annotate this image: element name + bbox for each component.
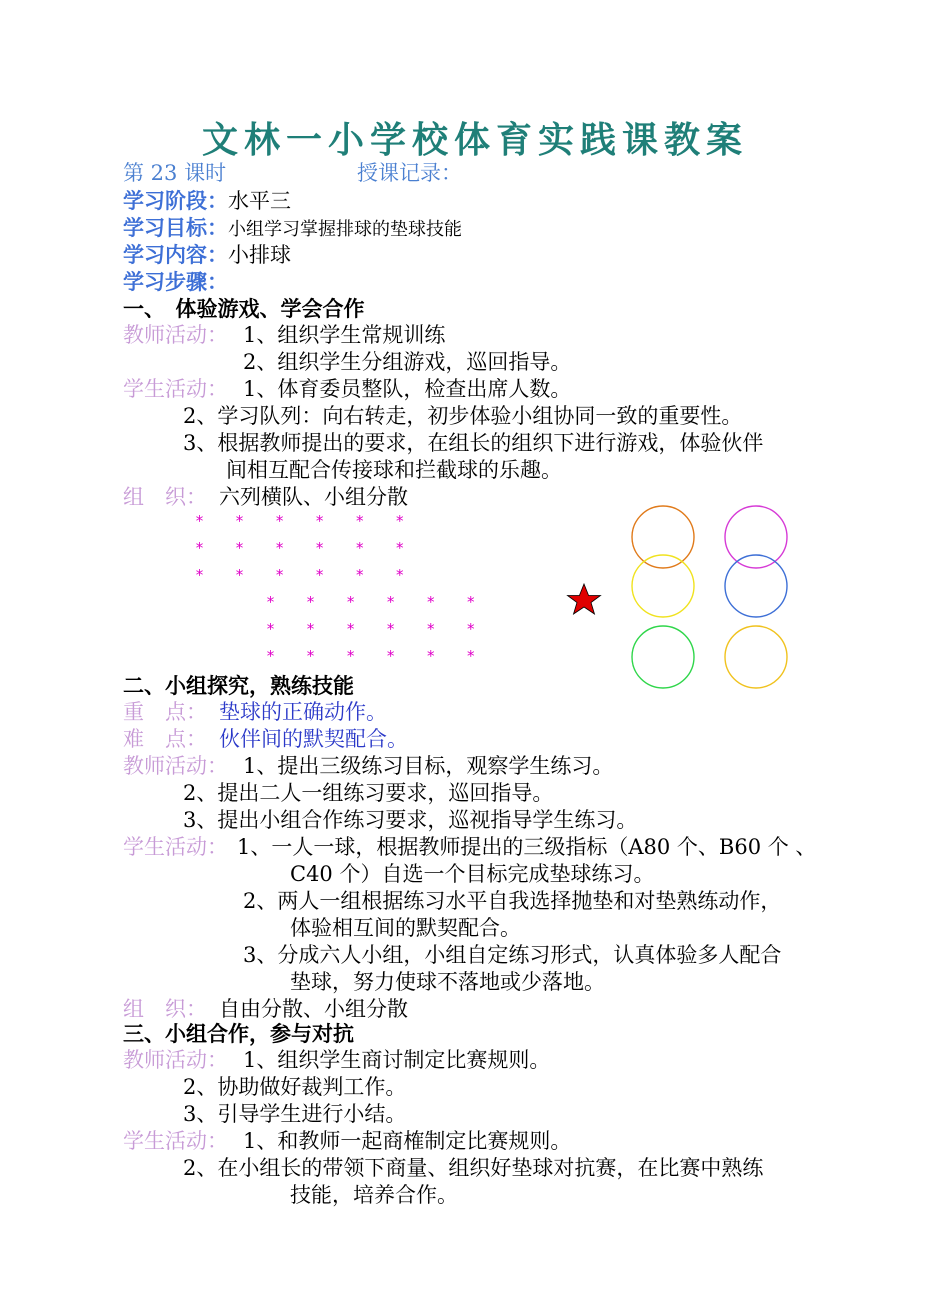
formation-row: * * * * * * xyxy=(195,566,416,584)
group-circle xyxy=(632,555,694,617)
sec1-student-label: 学生活动： xyxy=(123,377,228,401)
sec3-student-item: 技能，培养合作。 xyxy=(290,1183,458,1207)
sec3-student-label: 学生活动： xyxy=(123,1129,228,1153)
sec1-org-label: 组 织： xyxy=(123,485,207,509)
sec1-teacher-item: 1、组织学生常规训练 xyxy=(243,323,446,347)
sec2-student-label: 学生活动： xyxy=(123,835,228,859)
sec1-teacher-label: 教师活动： xyxy=(123,323,228,347)
goal-row xyxy=(123,214,462,243)
sec2-diff-label: 难 点： xyxy=(123,727,207,751)
group-diagram xyxy=(560,500,800,700)
section-1-heading: 一、 体验游戏、学会合作 xyxy=(123,296,365,321)
sec3-student-item: 1、和教师一起商榷制定比赛规则。 xyxy=(243,1129,572,1153)
goal-value: 小组学习掌握排球的垫球技能 xyxy=(228,219,462,240)
sec1-org-value: 六列横队、小组分散 xyxy=(219,485,408,509)
formation-row: * * * * * * xyxy=(266,620,487,638)
stage-value: 水平三 xyxy=(228,189,291,213)
sec2-teacher-label: 教师活动： xyxy=(123,754,228,778)
formation-row: * * * * * * xyxy=(266,593,487,611)
sec2-key-value: 垫球的正确动作。 xyxy=(219,700,387,724)
formation-row: * * * * * * xyxy=(266,647,487,665)
sec2-diff-value: 伙伴间的默契配合。 xyxy=(219,727,408,751)
group-circle xyxy=(725,626,787,688)
lesson-number: 第 23 课时 xyxy=(123,161,227,185)
group-circle xyxy=(632,506,694,568)
goal-label: 学习目标： xyxy=(123,215,228,240)
section-3-heading: 三、小组合作，参与对抗 xyxy=(123,1021,354,1046)
content-value: 小排球 xyxy=(228,243,291,267)
sec3-teacher-label: 教师活动： xyxy=(123,1048,228,1072)
section-2-heading: 二、小组探究，熟练技能 xyxy=(123,673,354,698)
sec1-student-item: 2、学习队列：向右转走，初步体验小组协同一致的重要性。 xyxy=(183,404,743,428)
formation-row: * * * * * * xyxy=(195,512,416,530)
sec2-teacher-item: 3、提出小组合作练习要求，巡视指导学生练习。 xyxy=(183,808,638,832)
content-label: 学习内容： xyxy=(123,242,228,267)
sec1-student-item: 间相互配合传接球和拦截球的乐趣。 xyxy=(226,458,562,482)
formation-row: * * * * * * xyxy=(195,539,416,557)
sec2-student-item: 3、分成六人小组，小组自定练习形式，认真体验多人配合 xyxy=(243,943,782,967)
sec1-student-item: 1、体育委员整队，检查出席人数。 xyxy=(243,377,572,401)
group-circle xyxy=(725,506,787,568)
sec2-student-item: 体验相互间的默契配合。 xyxy=(290,916,521,940)
sec2-student-item: C40 个）自选一个目标完成垫球练习。 xyxy=(290,862,655,886)
sec2-org-value: 自由分散、小组分散 xyxy=(219,997,408,1021)
sec2-org-label: 组 织： xyxy=(123,997,207,1021)
sec1-student-item: 3、根据教师提出的要求，在组长的组织下进行游戏，体验伙伴 xyxy=(183,431,764,455)
sec3-student-item: 2、在小组长的带领下商量、组织好垫球对抗赛，在比赛中熟练 xyxy=(183,1156,764,1180)
sec2-student-item: 2、两人一组根据练习水平自我选择抛垫和对垫熟练动作， xyxy=(243,889,782,913)
sec2-teacher-item: 2、提出二人一组练习要求，巡回指导。 xyxy=(183,781,554,805)
record-label: 授课记录： xyxy=(357,161,462,185)
content-row xyxy=(123,241,291,269)
stage-row xyxy=(123,187,291,215)
sec1-teacher-item: 2、组织学生分组游戏，巡回指导。 xyxy=(243,350,572,374)
teacher-star-icon xyxy=(568,584,601,614)
sec2-key-label: 重 点： xyxy=(123,700,207,724)
sec3-teacher-item: 3、引导学生进行小结。 xyxy=(183,1102,407,1126)
sec3-teacher-item: 1、组织学生商讨制定比赛规则。 xyxy=(243,1048,551,1072)
document-title: 文林一小学校体育实践课教案 xyxy=(201,119,748,161)
sec2-student-item: 垫球，努力使球不落地或少落地。 xyxy=(290,970,605,994)
sec2-teacher-item: 1、提出三级练习目标，观察学生练习。 xyxy=(243,754,614,778)
steps-label: 学习步骤： xyxy=(123,269,228,294)
group-circle xyxy=(632,626,694,688)
group-circle xyxy=(725,555,787,617)
sec3-teacher-item: 2、协助做好裁判工作。 xyxy=(183,1075,407,1099)
sec2-student-item: 1、一人一球，根据教师提出的三级指标（A80 个、B60 个 、 xyxy=(237,835,817,859)
stage-label: 学习阶段： xyxy=(123,188,228,213)
